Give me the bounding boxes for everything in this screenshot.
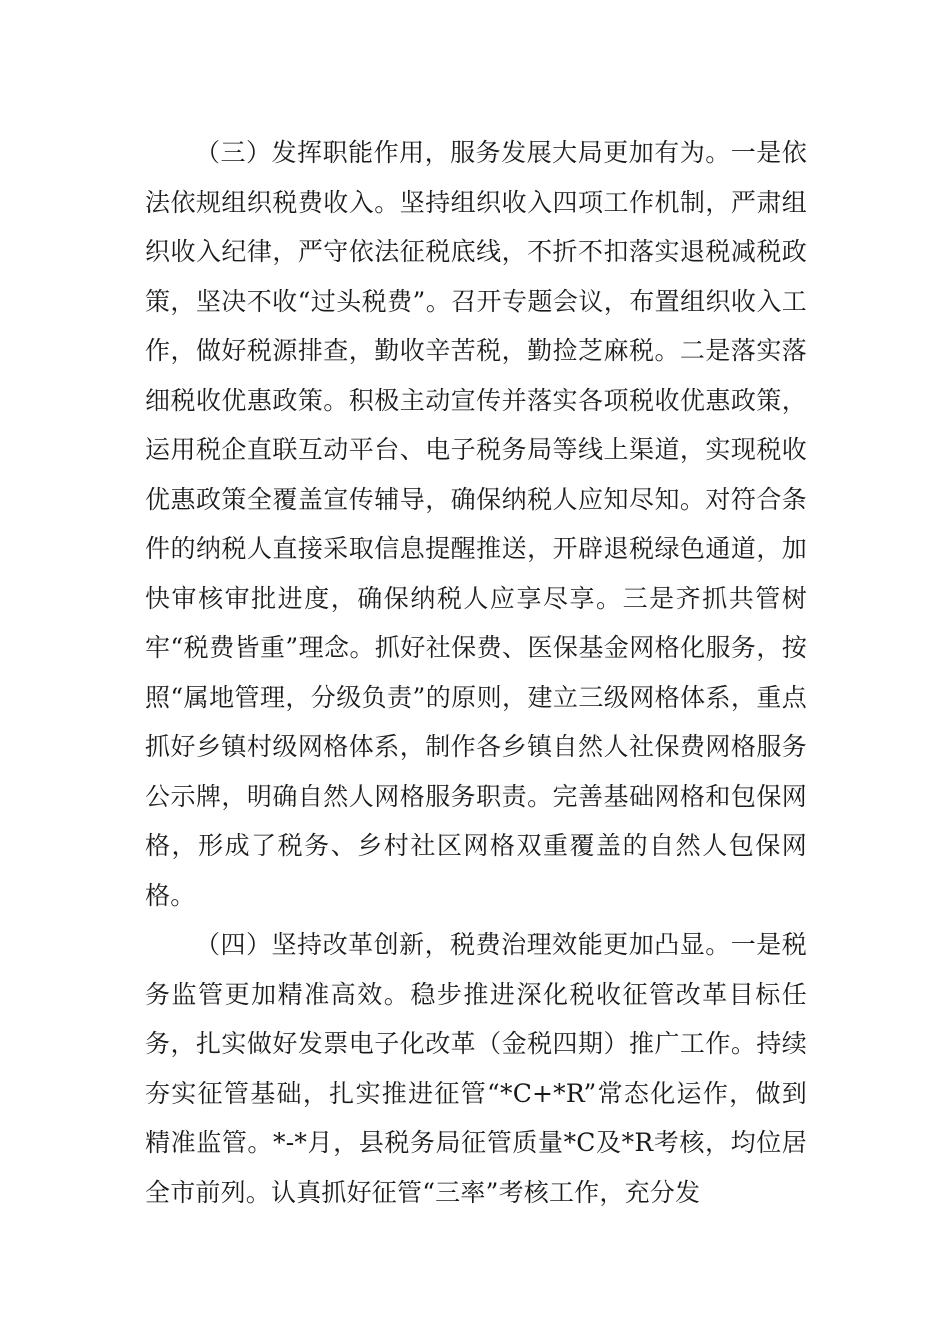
paragraph-section-4: （四）坚持改革创新，税费治理效能更加凸显。一是税务监管更加精准高效。稳步推进深化税收征管改革目标任务，扎实做好发票电子化改革（金税四期）推广工作。持续夯实征管基础，扎实推进征管“*C+*R”常态化运作，做到精准监管。*-*月，县税务局征管质量*C及*R考核，均位居全市前列。认真抓好征管“三率”考核工作，充分发 — [145, 930, 807, 1207]
paragraph-section-3: （三）发挥职能作用，服务发展大局更加有为。一是依法依规组织税费收入。坚持组织收入四项工作机制，严肃组织收入纪律，严守依法征税底线，不折不扣落实退税减税政策，坚决不收“过头税费”。召开专题会议，布置组织收入工作，做好税源排查，勤收辛苦税，勤捡芝麻税。二是落实落细税收优惠政策。积极主动宣传并落实各项税收优惠政策，运用税企直联互动平台、电子税务局等线上渠道，实现税收优惠政策全覆盖宣传辅导，确保纳税人应知尽知。对符合条件的纳税人直接采取信息提醒推送，开辟退税绿色通道，加快审核审批进度，确保纳税人应享尽享。三是齐抓共管树牢“税费皆重”理念。抓好社保费、医保基金网格化服务，按照“属地管理，分级负责”的原则，建立三级网格体系，重点抓好乡镇村级网格体系，制作各乡镇自然人社保费网格服务公示牌，明确自然人网格服务职责。完善基础网格和包保网格，形成了税务、乡村社区网格双重覆盖的自然人包保网格。 — [145, 138, 807, 910]
document-body — [145, 128, 807, 1217]
